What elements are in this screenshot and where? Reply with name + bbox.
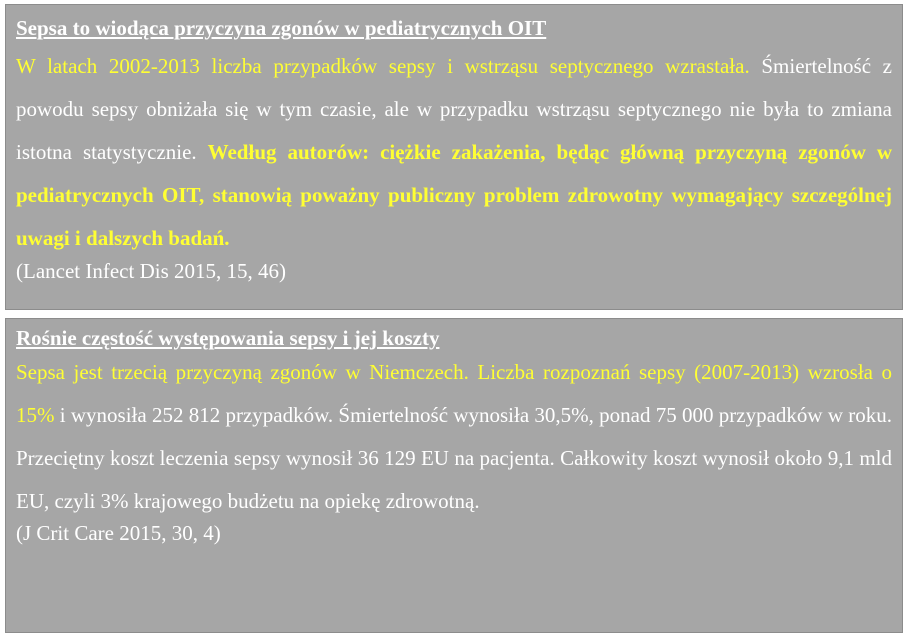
sepsis-cost-statistics-text: i wynosiła 252 812 przypadków. Śmiertelność wynosiła 30,5%, ponad 75 000 przypadków w roku. Przeciętny koszt leczenia sepsy wynosił 36 129 EU na pacjenta. Całkowity koszt wynosił około 9,1 mld EU, czyli 3% krajowego budżetu na opiekę zdrowotną. xyxy=(16,403,892,513)
sepsis-cost-heading: Rośnie częstość występowania sepsy i jej koszty xyxy=(16,326,440,350)
pediatric-sepsis-trend-text: W latach 2002-2013 liczba przypadków sepsy i wstrząsu septycznego wzrastała. xyxy=(16,54,750,78)
sepsis-cost-paragraph xyxy=(16,351,892,523)
sepsis-cost-citation: (J Crit Care 2015, 30, 4) xyxy=(16,521,221,545)
pediatric-sepsis-citation: (Lancet Infect Dis 2015, 15, 46) xyxy=(16,259,286,283)
pediatric-sepsis-paragraph xyxy=(16,45,892,260)
sepsis-cost-panel xyxy=(5,318,903,633)
pediatric-sepsis-mortality-text: Śmiertelność z powodu sepsy obniżała się w tym czasie, ale w przypadku wstrząsu septycznego nie była to zmiana istotna statystycznie. xyxy=(16,54,892,164)
pediatric-sepsis-heading: Sepsa to wiodąca przyczyna zgonów w pediatrycznych OIT xyxy=(16,16,547,40)
sepsis-cost-germany-text: Sepsa jest trzecią przyczyną zgonów w Niemczech. Liczba rozpoznań sepsy (2007-2013) wzrosła o 15% xyxy=(16,360,892,427)
pediatric-sepsis-conclusion-text: Według autorów: ciężkie zakażenia, będąc główną przyczyną zgonów w pediatrycznych OIT, stanowią poważny publiczny problem zdrowotny wymagający szczególnej uwagi i dalszych badań. xyxy=(16,140,892,250)
pediatric-sepsis-panel xyxy=(5,4,903,310)
